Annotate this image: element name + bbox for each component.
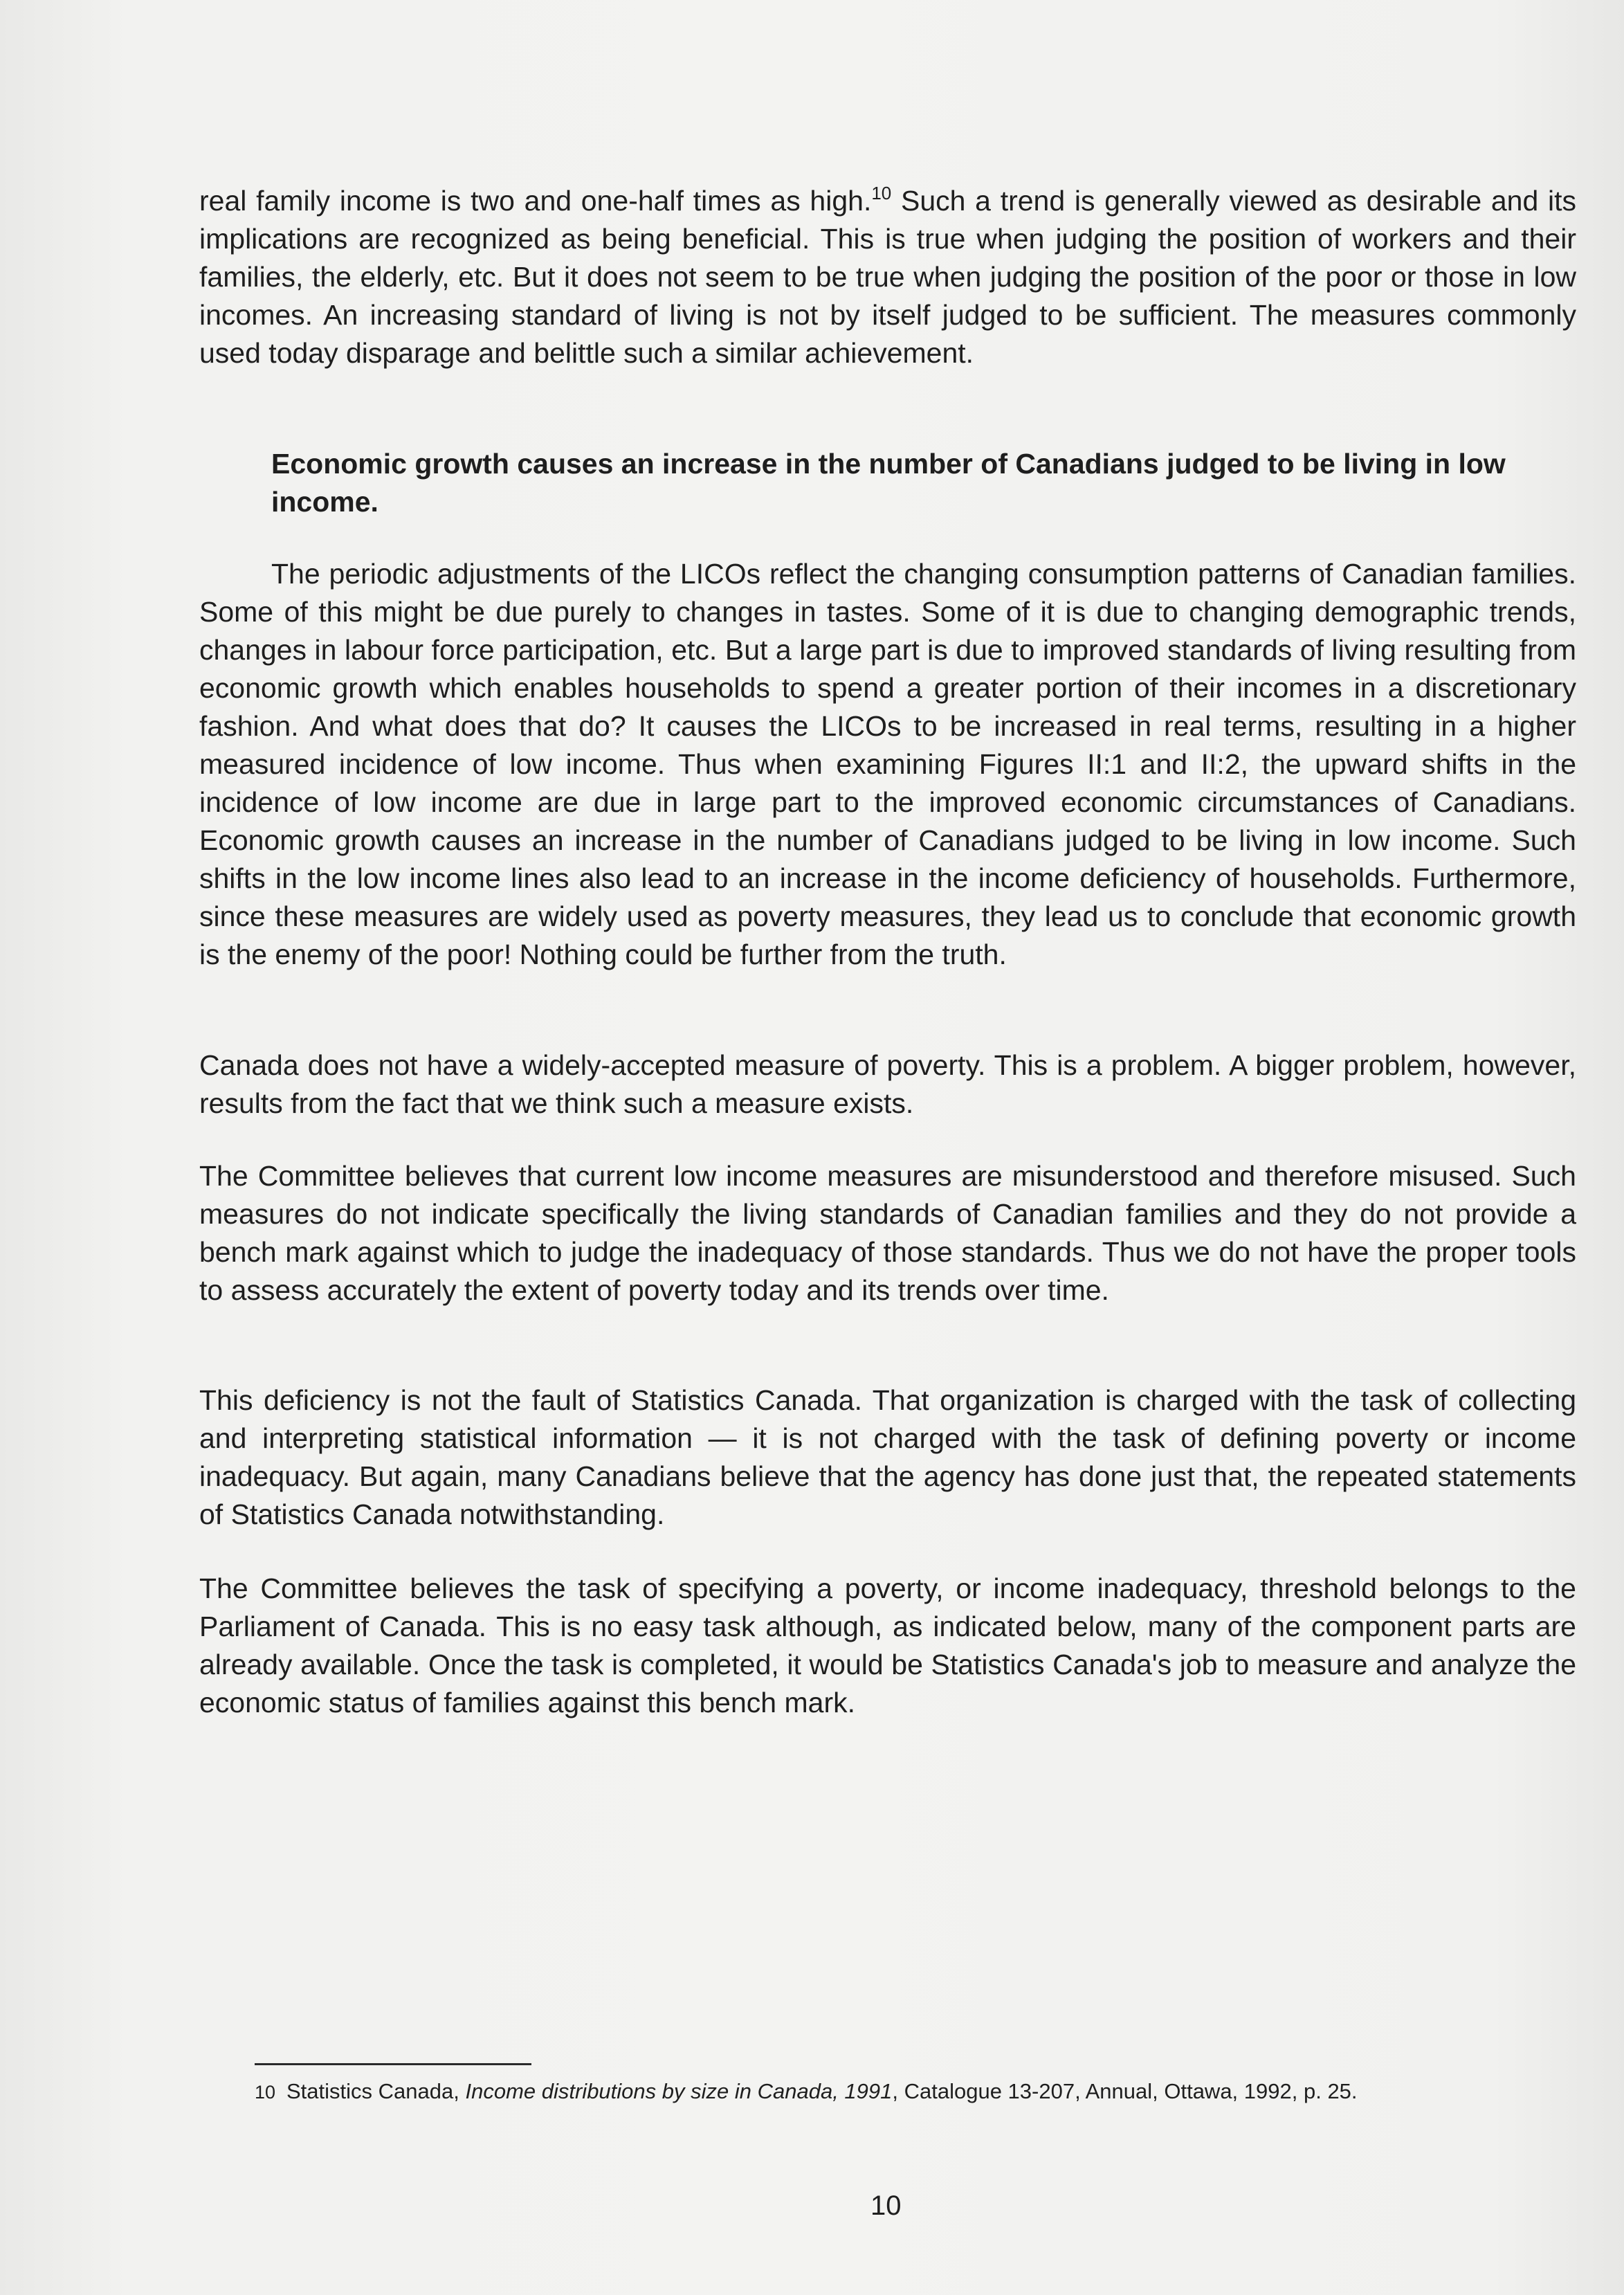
section-heading: Economic growth causes an increase in the number of Canadians judged to be living in low income. bbox=[271, 448, 1506, 518]
footnote-text bbox=[286, 2076, 1532, 2107]
footnote-marker: 10 bbox=[255, 2082, 276, 2103]
footnote-source: Statistics Canada, bbox=[286, 2079, 466, 2103]
footnote-reference[interactable]: 10 bbox=[871, 183, 892, 203]
footnote-source-details: , Catalogue 13-207, Annual, Ottawa, 1992, p. 25. bbox=[892, 2079, 1358, 2103]
body-paragraph: The periodic adjustments of the LICOs reflect the changing consumption patterns of Canadian families. Some of this might be due purely to changes in tastes. Some of it is due to changing demographic trends, changes in labour force participation, etc. But a large part is due to improved standards of living resulting from economic growth which enables households to spend a greater portion of their incomes in a discretionary fashion. And what does that do? It causes the LICOs to be increased in real terms, resulting in a higher measured incidence of low income. Thus when examining Figures II:1 and II:2, the upward shifts in the incidence of low income are due in large part to the improved economic circumstances of Canadians. Economic growth causes an increase in the number of Canadians judged to be living in low income. Such shifts in the low income lines also lead to an increase in the income deficiency of households. Furthermore, since these measures are widely used as poverty measures, they lead us to conclude that economic growth is the enemy of the poor! Nothing could be further from the truth. bbox=[199, 558, 1576, 970]
paragraph-text: real family income is two and one-half times as high. bbox=[199, 185, 872, 217]
body-paragraph bbox=[199, 182, 1576, 372]
body-paragraph: This deficiency is not the fault of Statistics Canada. That organization is charged with the task of collecting and interpreting statistical information — it is not charged with the task of defining poverty or income inadequacy. But again, many Canadians believe that the agency has done just that, the repeated statements of Statistics Canada notwithstanding. bbox=[199, 1384, 1576, 1530]
body-paragraph: The Committee believes the task of specifying a poverty, or income inadequacy, threshold belongs to the Parliament of Canada. This is no easy task although, as indicated below, many of the component parts are already available. Once the task is completed, it would be Statistics Canada's job to measure and analyze the economic status of families against this bench mark. bbox=[199, 1572, 1576, 1718]
footnote-publication-title: Income distributions by size in Canada, 1991 bbox=[465, 2079, 893, 2103]
paragraph-text: Such a trend is generally viewed as desirable and its implications are recognized as being beneficial. This is true when judging the position of workers and their families, the elderly, etc. But it does not seem to be true when judging the position of the poor or those in low incomes. An increasing standard of living is not by itself judged to be sufficient. The measures commonly used today disparage and belittle such a similar achievement. bbox=[199, 185, 1576, 369]
body-paragraph: The Committee believes that current low income measures are misunderstood and therefore misused. Such measures do not indicate specifically the living standards of Canadian families and they do not provide a bench mark against which to judge the inadequacy of those standards. Thus we do not have the proper tools to assess accurately the extent of poverty today and its trends over time. bbox=[199, 1160, 1576, 1306]
footnote-divider bbox=[255, 2063, 531, 2065]
body-paragraph: Canada does not have a widely-accepted measure of poverty. This is a problem. A bigger problem, however, results from the fact that we think such a measure exists. bbox=[199, 1049, 1576, 1119]
page-number: 10 bbox=[870, 2190, 902, 2221]
